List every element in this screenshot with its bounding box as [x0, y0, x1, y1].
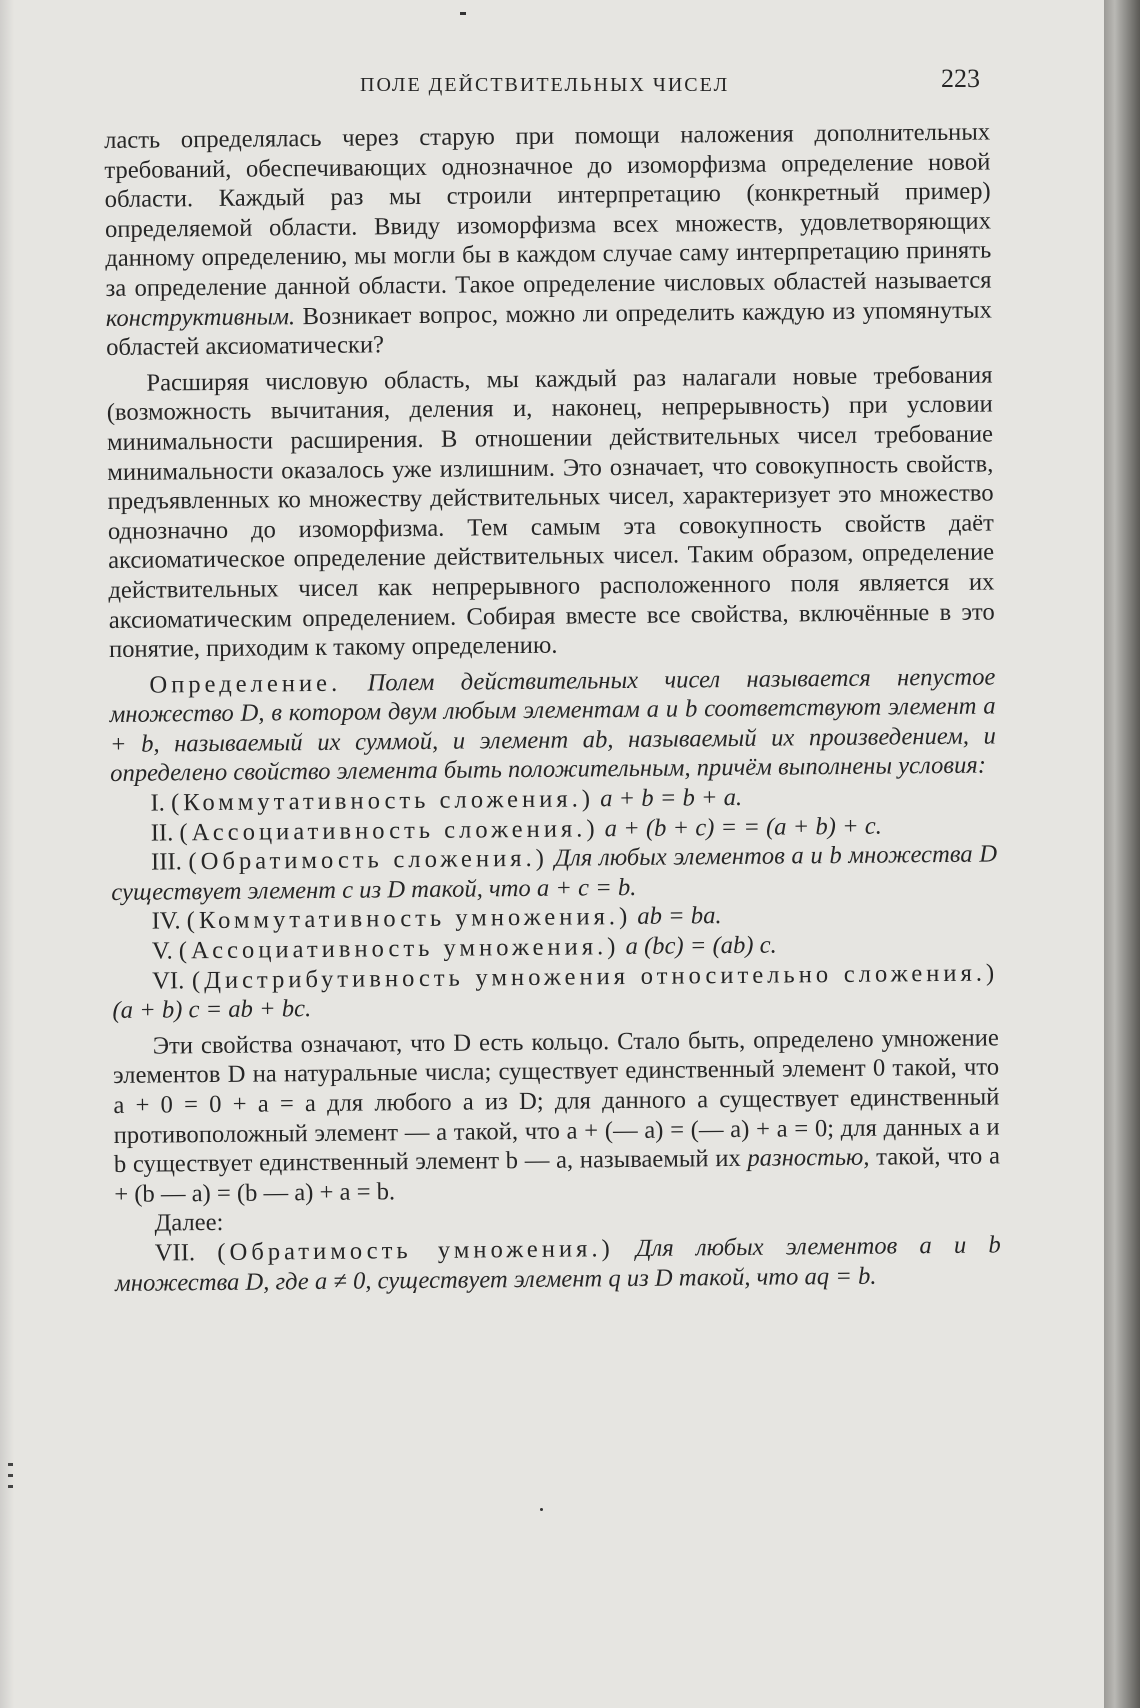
axiom-number: V.: [151, 937, 179, 965]
axiom-name: (Коммутативность умножения.): [186, 903, 632, 935]
axiom-name: (Дистрибутивность умножения относительно сложения.): [191, 959, 999, 994]
print-mark: [460, 12, 466, 15]
definition: [109, 662, 996, 789]
axiom-number: I.: [150, 789, 172, 817]
axiom-7: [115, 1230, 1002, 1298]
paragraph: Расширяя числовую область, мы каждый раз налагали новые требования (возможность вычитания, деления и, наконец, непрерывность) при условии минимальности расширения. В отношении действительных чисел требование минимальности оказалось уже излишним. Это означает, что совокупность свойств, предъявленных ко множеству действительных чисел, характеризует это множество однозначно до изоморфизма. Тем самым эта совокупность свойств даёт аксиоматическое определение действительных чисел. Таким образом, определение действительных чисел как непрерывного расположенного поля является их аксиоматическим определением. Собирая вместе все свойства, включённые в это понятие, приходим к такому определению.: [106, 361, 995, 664]
paragraph-text: такой, что a + (b — a) = (b — a) + a = b.: [114, 1142, 1001, 1208]
axiom-name: (Обратимость сложения.): [188, 845, 549, 876]
axiom-name: (Ассоциативность умножения.): [178, 933, 620, 965]
emphasis-term: конструктивным.: [105, 302, 296, 332]
paragraph: [104, 117, 992, 362]
axiom-number: VI.: [152, 966, 193, 995]
axiom-formula: a (bc) = (ab) c.: [619, 931, 777, 961]
axiom-name: (Ассоциативность сложения.): [179, 814, 599, 846]
axiom-formula: (a + b) c = ab + bc.: [112, 995, 312, 1025]
margin-marks: [2, 1455, 18, 1515]
axiom-name: (Обратимость умножения.): [217, 1235, 614, 1266]
book-spine: [1104, 0, 1140, 1708]
axiom-number: II.: [150, 818, 180, 847]
axiom-formula: ab = ba.: [631, 902, 722, 931]
running-title: ПОЛЕ ДЕЙСТВИТЕЛЬНЫХ ЧИСЕЛ: [360, 74, 730, 96]
axiom-3: [111, 840, 998, 908]
paragraph-text: ласть определялась через старую при помощи наложения дополнительных требований, обеспечивающих однозначное до изоморфизма определение новой области. Каждый раз мы строили интерпретацию (конкретный пример) определяемой области. Ввиду изоморфизма всех множеств, удовлетворяющих данному определению, мы могли бы в каждом случае саму интерпретацию принять за определение данной области. Такое определение числовых областей называется: [104, 118, 992, 302]
definition-label: Определение.: [149, 669, 342, 699]
axiom-number: IV.: [151, 907, 187, 936]
print-speck: [540, 1508, 543, 1511]
page-header: [104, 64, 980, 104]
definition-text: Полем действительных чисел называется непустое множество D, в котором двум любым элементам a и b соответствуют элемент a + b, называемый их суммой, и элемент ab, называемый их произведением, и определено свойство элемента быть положительным, причём выполнены условия:: [109, 663, 997, 788]
emphasis-term: разностью,: [747, 1143, 870, 1173]
axiom-text: Для любых элементов a и b множества D, где a ≠ 0, существует элемент q из D такой, что aq = b.: [114, 1231, 1001, 1297]
page-number: 223: [941, 64, 980, 93]
paragraph-text: Эти свойства означают, что D есть кольцо. Стало быть, определено умножение элементов D на натуральные числа; существует единственный элемент 0 такой, что a + 0 = 0 + a = a для любого a из D; для данного a существует единственный противоположный элемент — a такой, что a + (— a) = (— a) + a = 0; для данных a и b существует единственный элемент b — a, называемый их: [112, 1024, 1000, 1179]
axiom-name: (Коммутативность сложения.): [170, 785, 595, 817]
axiom-number: III.: [150, 848, 189, 876]
axiom-6: [112, 958, 999, 1026]
paragraph: [113, 1023, 1001, 1209]
page-gutter: [0, 0, 14, 1708]
paragraph-text: Возникает вопрос, можно ли определить каждую из упомянутых областей аксиоматически?: [105, 296, 992, 362]
paragraph: Далее:: [154, 1209, 224, 1237]
axiom-formula: a + (b + c) = = (a + b) + c.: [598, 812, 882, 842]
axiom-text: Для любых элементов a и b множества D существует элемент c из D такой, что a + c = b.: [111, 840, 998, 906]
body-text: [104, 117, 1001, 1298]
axiom-number: VII.: [154, 1238, 218, 1267]
axiom-formula: a + b = b + a.: [593, 783, 743, 813]
